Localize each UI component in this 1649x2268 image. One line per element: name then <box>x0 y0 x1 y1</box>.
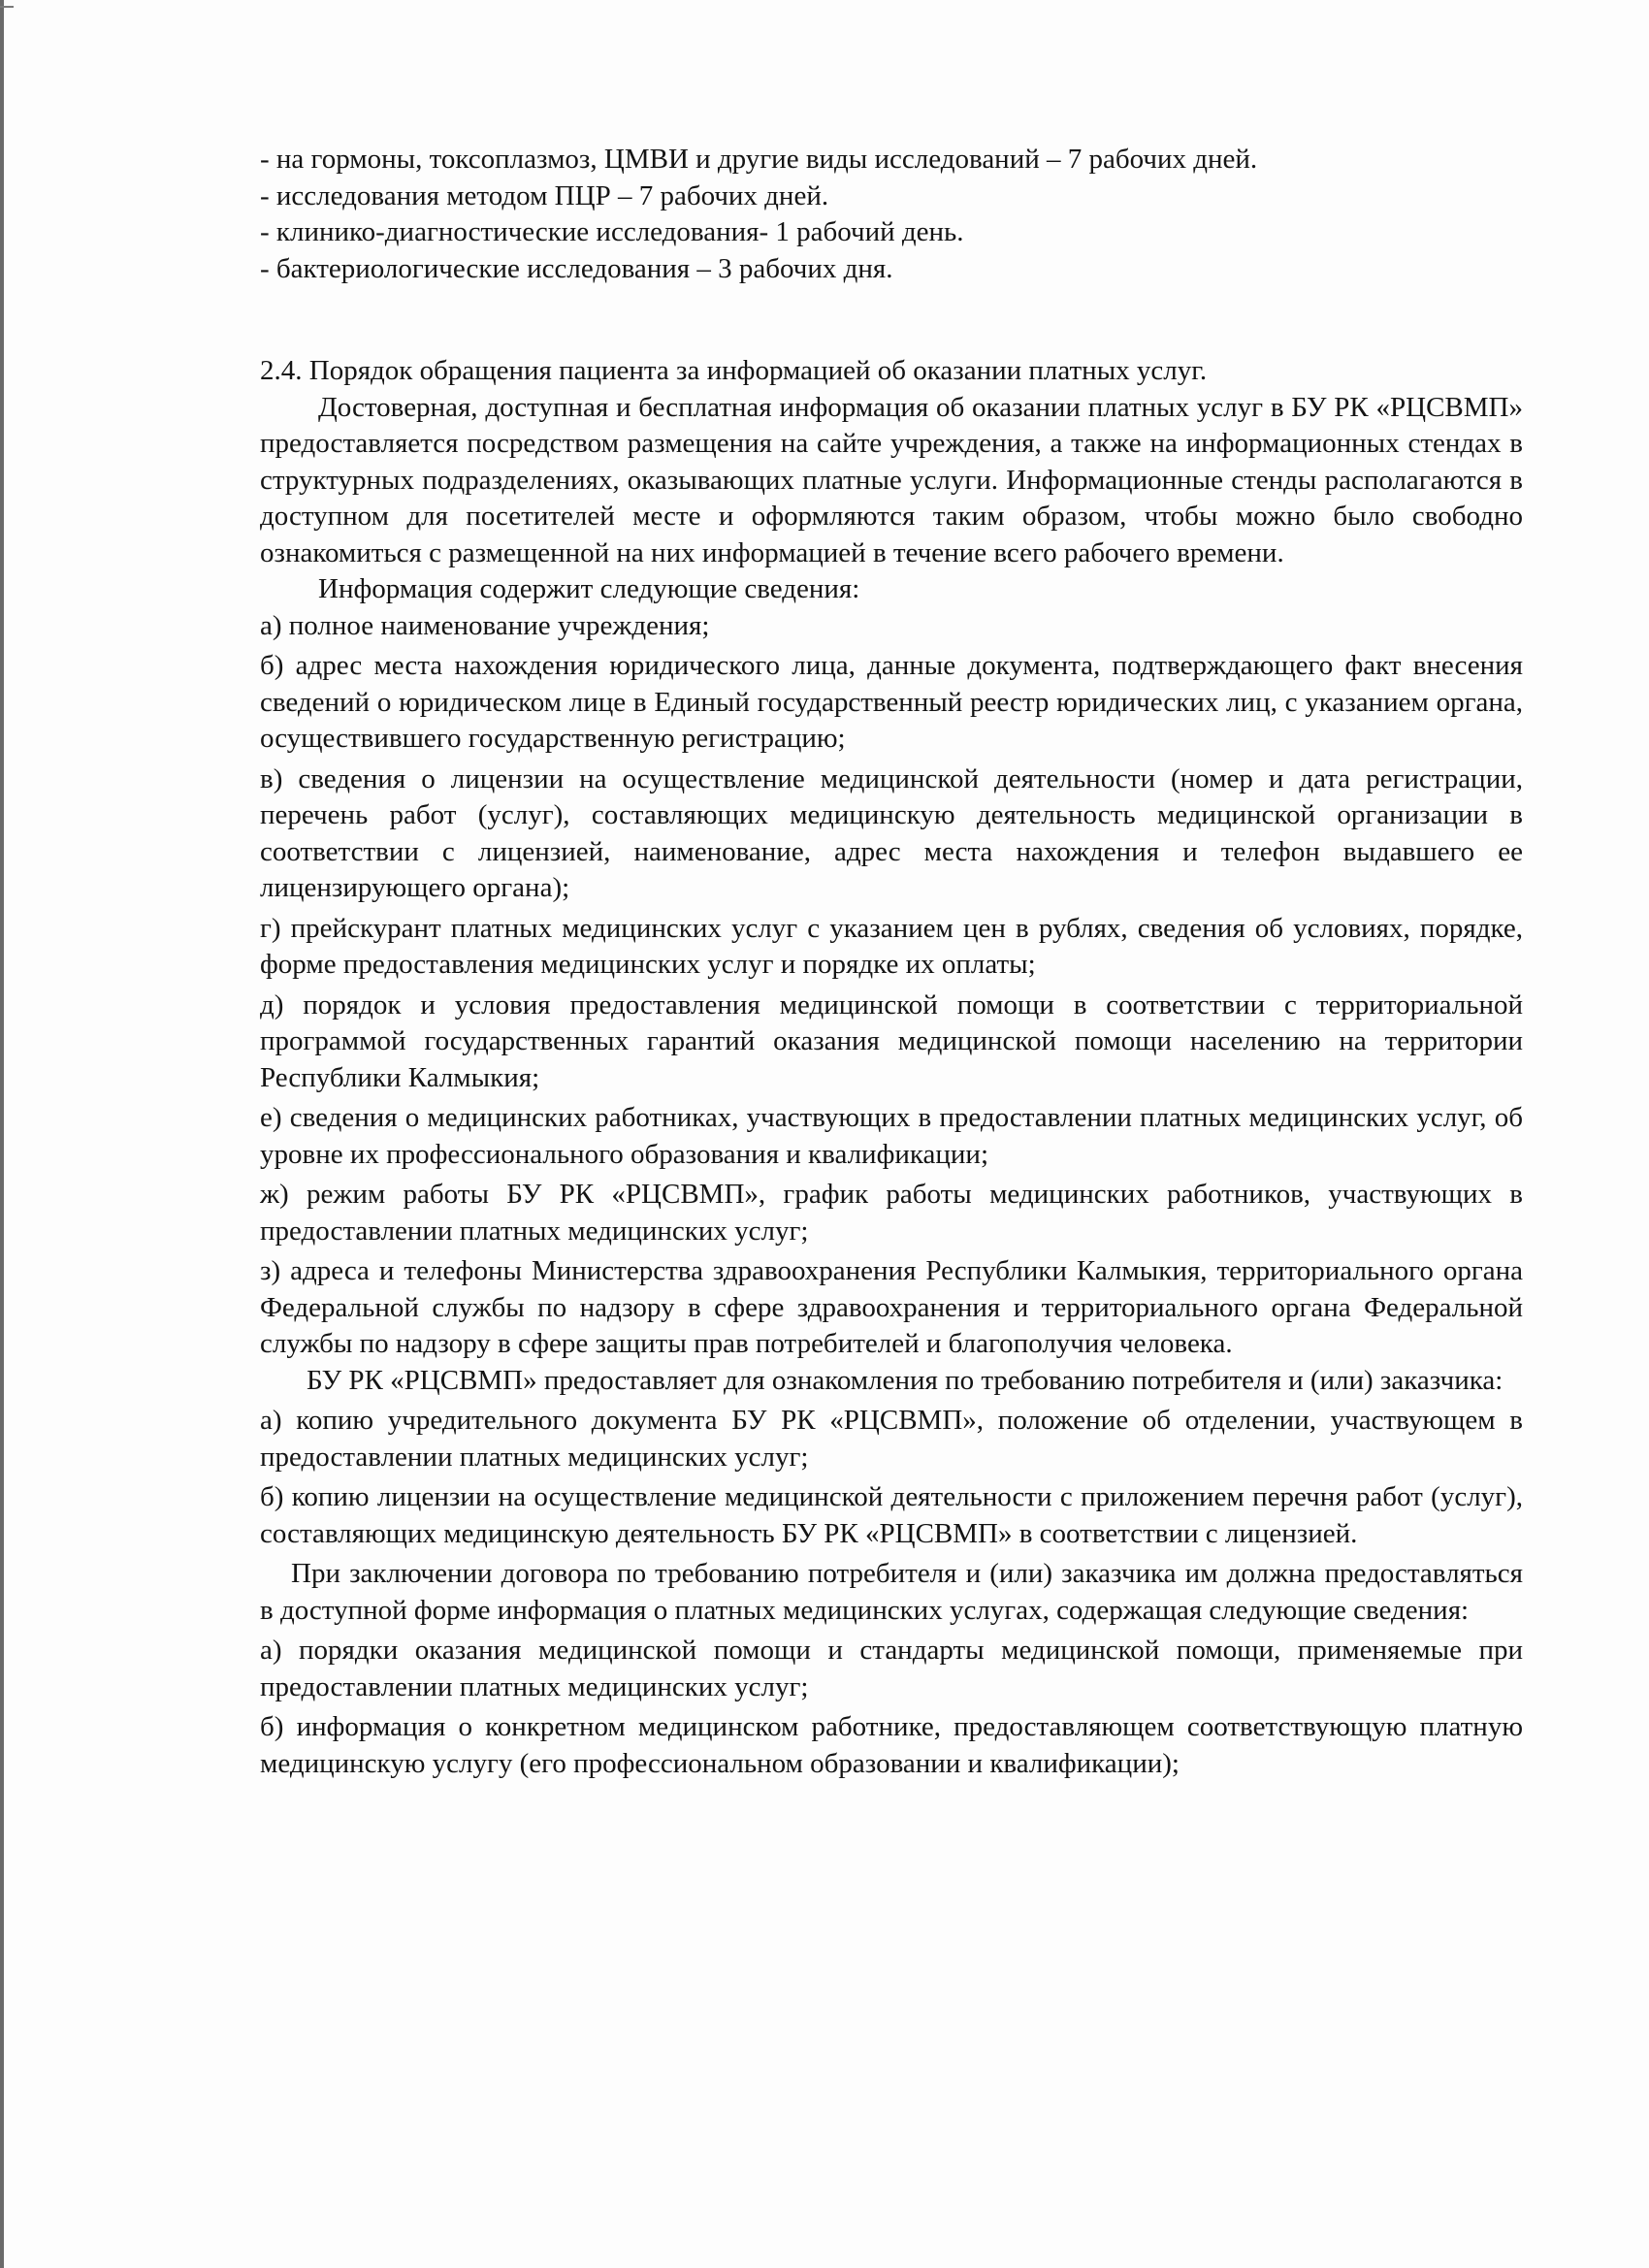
info-item-b: б) адрес места нахождения юридического лица, данные документа, подтверждающего факт внесения сведений о юридическом лице в Единый государственный реестр юридических лиц, с указанием органа, осуществившего государственную регистрацию; <box>260 650 1523 754</box>
review-item-b: б) копию лицензии на осуществление медицинской деятельности с приложением перечня работ (услуг), составляющих медицинскую деятельность БУ РК «РЦСВМП» в соответствии с лицензией. <box>260 1481 1523 1549</box>
info-item-g: г) прейскурант платных медицинских услуг с указанием цен в рублях, сведения об условиях, порядке, форме предоставления медицинских услуг и порядке их оплаты; <box>260 912 1523 980</box>
review-item-a: а) копию учредительного документа БУ РК «РЦСВМП», положение об отделении, участвующем в предоставлении платных медицинских услуг; <box>260 1405 1523 1473</box>
list-item-bacteriological: - бактериологические исследования – 3 рабочих дня. <box>260 252 893 284</box>
list-item-pcr: - исследования методом ПЦР – 7 рабочих дней. <box>260 179 829 211</box>
info-item-e: е) сведения о медицинских работниках, участвующих в предоставлении платных медицинских услуг, об уровне их профессионального образования и квалификации; <box>260 1102 1523 1170</box>
section-heading: 2.4. Порядок обращения пациента за информацией об оказании платных услуг. <box>260 355 1208 386</box>
contract-item-b: б) информация о конкретном медицинском работнике, предоставляющем соответствующую платную медицинскую услугу (его профессиональном образовании и квалификации); <box>260 1711 1523 1779</box>
paragraph-review: БУ РК «РЦСВМП» предоставляет для ознакомления по требованию потребителя и (или) заказчика: <box>307 1364 1504 1396</box>
document-body <box>260 142 1523 1782</box>
list-item-hormones: - на гормоны, токсоплазмоз, ЦМВИ и другие виды исследований – 7 рабочих дней. <box>260 144 1258 175</box>
scan-edge-left <box>0 0 4 2268</box>
info-item-zh: ж) режим работы БУ РК «РЦСВМП», график работы медицинских работников, участвующих в предоставлении платных медицинских услуг; <box>260 1179 1523 1247</box>
list-item-clinical: - клинико-диагностические исследования- 1 рабочий день. <box>260 216 964 247</box>
section-gap <box>260 287 1523 353</box>
paragraph-info-contains: Информация содержит следующие сведения: <box>318 573 860 604</box>
info-item-z: з) адреса и телефоны Министерства здравоохранения Республики Калмыкия, территориального органа Федеральной службы по надзору в сфере здравоохранения и территориального органа Федеральной службы по надзору в сфере защиты прав потребителей и благополучия человека. <box>260 1255 1523 1359</box>
paragraph-contract: При заключении договора по требованию потребителя и (или) заказчика им должна предоставляться в доступной форме информация о платных медицинских услугах, содержащая следующие сведения: <box>260 1558 1523 1626</box>
info-item-v: в) сведения о лицензии на осуществление медицинской деятельности (номер и дата регистрации, перечень работ (услуг), составляющих медицинскую деятельность медицинской организации в соответствии с лицензией, наименование, адрес места нахождения и телефон выдавшего ее лицензирующего органа); <box>260 762 1523 903</box>
info-item-d: д) порядок и условия предоставления медицинской помощи в соответствии с территориальной программой государственных гарантий оказания медицинской помощи населению на территории Республики Калмыкия; <box>260 988 1523 1093</box>
info-item-a: а) полное наименование учреждения; <box>260 609 710 641</box>
contract-item-a: а) порядки оказания медицинской помощи и стандарты медицинской помощи, применяемые при предоставлении платных медицинских услуг; <box>260 1635 1523 1702</box>
paragraph-info-availability: Достоверная, доступная и бесплатная информация об оказании платных услуг в БУ РК «РЦСВМП» предоставляется посредством размещения на сайте учреждения, а также на информационных стендах в структурных подразделениях, оказывающих платные услуги. Информационные стенды располагаются в доступном для посетителей месте и оформляются таким образом, чтобы можно было свободно ознакомиться с размещенной на них информацией в течение всего рабочего времени. <box>260 391 1523 568</box>
scan-edge-top <box>0 6 14 8</box>
